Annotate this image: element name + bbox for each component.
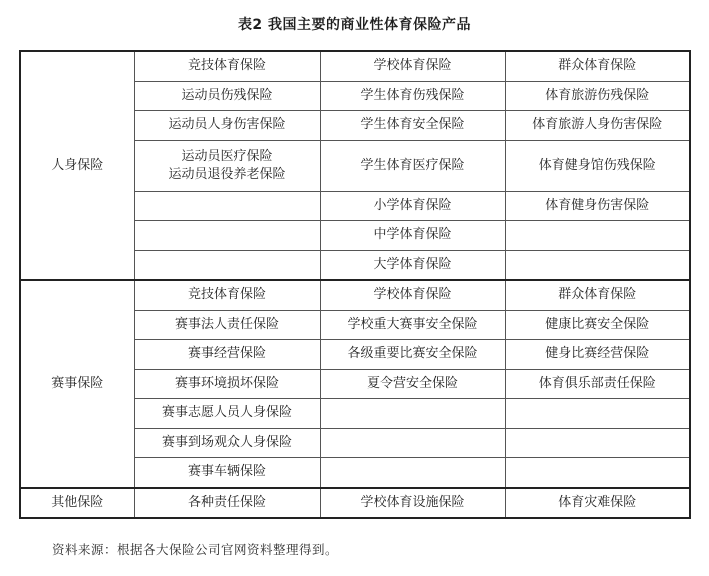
product-cell-line: 运动员退役养老保险: [168, 166, 286, 182]
product-cell-school-column: [320, 399, 505, 429]
product-cell-competitive-column: [134, 221, 320, 251]
product-cell-school-column: 学校重大赛事安全保险: [320, 310, 505, 340]
product-cell-competitive-column: 赛事车辆保险: [134, 458, 320, 488]
product-cell-mass-column: 体育旅游伤残保险: [505, 81, 690, 111]
product-cell-school-column: 夏令营安全保险: [320, 369, 505, 399]
product-cell-competitive-column: [134, 191, 320, 221]
table-row: [20, 488, 690, 519]
product-cell-mass-column: [505, 458, 690, 488]
category-cell: 其他保险: [20, 488, 134, 519]
product-cell-school-column: 学生体育安全保险: [320, 111, 505, 141]
product-cell-school-column: 学校体育设施保险: [320, 488, 505, 519]
product-cell-mass-column: 健康比赛安全保险: [505, 310, 690, 340]
product-cell-school-column: 学生体育医疗保险: [320, 140, 505, 191]
product-cell-competitive-column: 运动员人身伤害保险: [134, 111, 320, 141]
product-cell-school-column: 各级重要比赛安全保险: [320, 340, 505, 370]
product-cell-mass-column: 健身比赛经营保险: [505, 340, 690, 370]
product-cell-mass-column: 体育健身馆伤残保险: [505, 140, 690, 191]
product-cell-competitive-column: 赛事经营保险: [134, 340, 320, 370]
product-cell-competitive-column: 竞技体育保险: [134, 280, 320, 310]
table-body: [20, 51, 690, 518]
product-cell-school-column: 学生体育伤残保险: [320, 81, 505, 111]
table-row: [20, 280, 690, 310]
product-cell-competitive-column: 竞技体育保险: [134, 51, 320, 81]
category-cell: 赛事保险: [20, 280, 134, 488]
product-cell-mass-column: [505, 221, 690, 251]
product-cell-competitive-column: [134, 250, 320, 280]
product-cell-mass-column: [505, 428, 690, 458]
product-cell-mass-column: [505, 399, 690, 429]
product-cell-mass-column: 体育旅游人身伤害保险: [505, 111, 690, 141]
product-cell-school-column: 学校体育保险: [320, 51, 505, 81]
category-cell: 人身保险: [20, 51, 134, 280]
product-cell-competitive-column: 赛事志愿人员人身保险: [134, 399, 320, 429]
source-note: 资料来源：根据各大保险公司官网资料整理得到。: [52, 542, 339, 557]
product-cell-competitive-column: 各种责任保险: [134, 488, 320, 519]
product-cell-competitive-column: 赛事到场观众人身保险: [134, 428, 320, 458]
product-cell-competitive-column: 赛事环境损坏保险: [134, 369, 320, 399]
product-cell-mass-column: 群众体育保险: [505, 280, 690, 310]
product-cell-mass-column: 体育俱乐部责任保险: [505, 369, 690, 399]
table-row: [20, 51, 690, 81]
product-cell-school-column: 小学体育保险: [320, 191, 505, 221]
product-cell-competitive-column: [134, 140, 320, 191]
product-cell-competitive-column: 赛事法人责任保险: [134, 310, 320, 340]
product-cell-school-column: 中学体育保险: [320, 221, 505, 251]
product-cell-mass-column: 体育健身伤害保险: [505, 191, 690, 221]
product-cell-school-column: 学校体育保险: [320, 280, 505, 310]
product-cell-school-column: 大学体育保险: [320, 250, 505, 280]
product-cell-line: 运动员医疗保险: [181, 148, 273, 164]
insurance-products-table: [19, 50, 691, 519]
product-cell-school-column: [320, 428, 505, 458]
table-title: 表2 我国主要的商业性体育保险产品: [237, 17, 472, 33]
product-cell-mass-column: [505, 250, 690, 280]
product-cell-mass-column: 体育灾难保险: [505, 488, 690, 519]
product-cell-school-column: [320, 458, 505, 488]
product-cell-mass-column: 群众体育保险: [505, 51, 690, 81]
product-cell-competitive-column: 运动员伤残保险: [134, 81, 320, 111]
